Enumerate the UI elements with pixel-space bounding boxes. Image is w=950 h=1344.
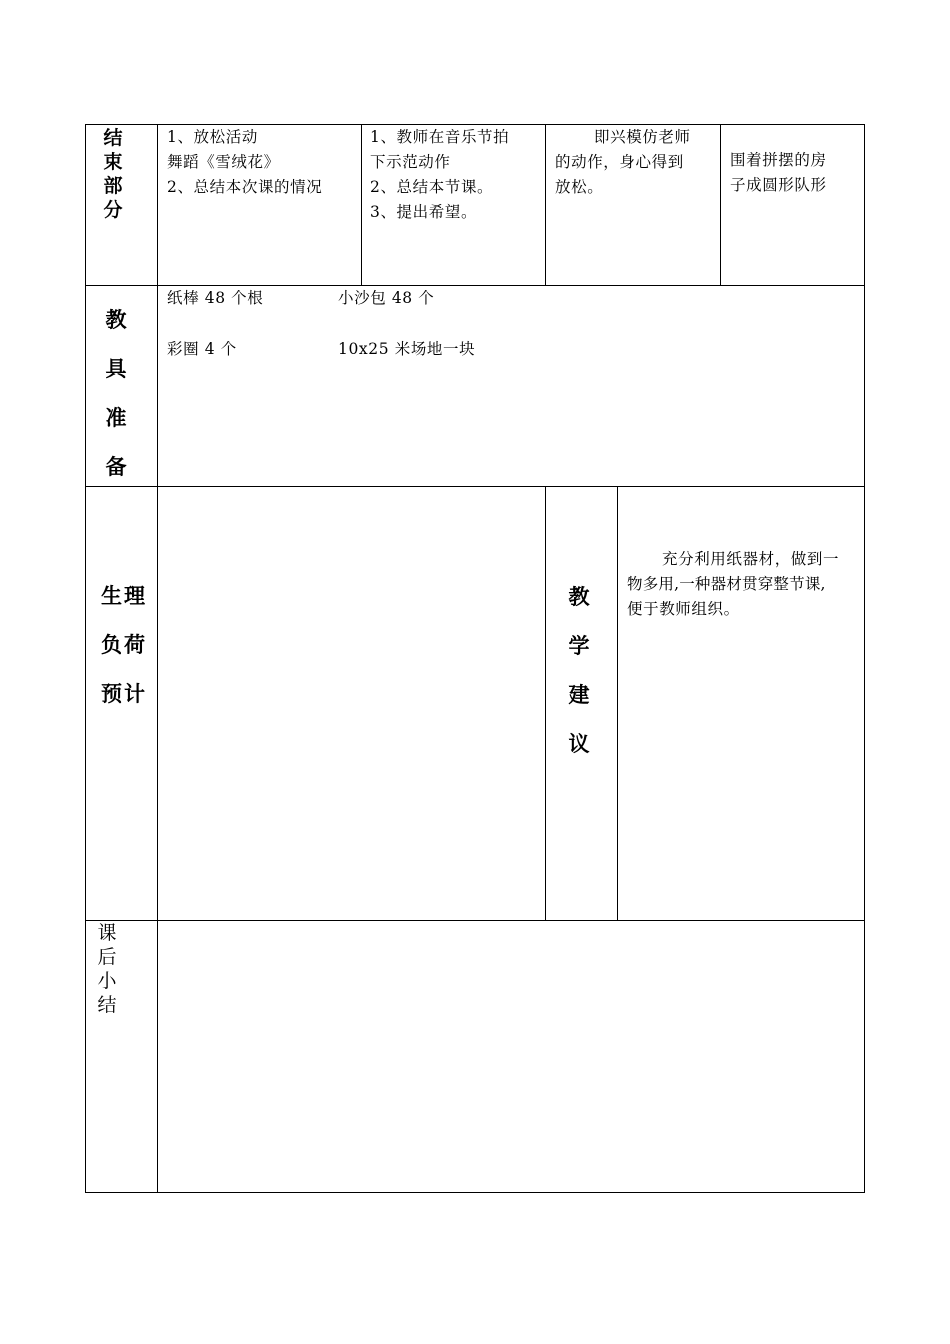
row1-divider-a xyxy=(361,124,362,286)
closing-content-line: 2、总结本次课的情况 xyxy=(167,178,323,196)
post-class-summary-header: 课 后 小 结 xyxy=(97,922,117,1016)
row1-divider-b xyxy=(545,124,546,286)
student-activity-line: 的动作，身心得到 xyxy=(555,153,684,171)
equipment-item-sandbags: 小沙包 48 个 xyxy=(338,289,435,307)
teacher-activity-line: 2、总结本节课。 xyxy=(370,178,494,196)
formation-line: 围着拼摆的房 xyxy=(730,151,827,169)
row-divider-2 xyxy=(85,486,865,487)
student-activity-line: 放松。 xyxy=(555,178,604,196)
equipment-item-hoops: 彩圈 4 个 xyxy=(167,340,237,358)
equipment-item-field: 10x25 米场地一块 xyxy=(338,340,476,358)
closing-content-line: 1、放松活动 xyxy=(167,128,258,146)
table-right-border xyxy=(864,124,865,1193)
suggestion-line: 充分利用纸器材，做到一 xyxy=(662,550,840,568)
row1-divider-c xyxy=(720,124,721,286)
table-left-border xyxy=(85,124,86,1193)
row3-divider-a xyxy=(545,486,546,921)
student-activity-line: 即兴模仿老师 xyxy=(594,128,691,146)
teacher-activity-line: 1、教师在音乐节拍 xyxy=(370,128,510,146)
teacher-activity-line: 下示范动作 xyxy=(370,153,451,171)
load-estimate-header: 生理 负荷 预计 xyxy=(101,584,147,706)
suggestion-line: 物多用,一种器材贯穿整节课, xyxy=(627,575,826,593)
header-column-divider xyxy=(157,124,158,1193)
teaching-suggestion-header: 教 学 建 议 xyxy=(568,585,590,756)
suggestion-line: 便于教师组织。 xyxy=(627,600,740,618)
equipment-section-header: 教 具 准 备 xyxy=(105,308,127,479)
table-bottom-border xyxy=(85,1192,865,1193)
equipment-item-paper-sticks: 纸棒 48 个根 xyxy=(167,289,264,307)
closing-section-header: 结 束 部 分 xyxy=(103,127,123,221)
closing-content-line: 舞蹈《雪绒花》 xyxy=(167,153,280,171)
row-divider-3 xyxy=(85,920,865,921)
teacher-activity-line: 3、提出希望。 xyxy=(370,203,478,221)
formation-line: 子成圆形队形 xyxy=(730,176,827,194)
row3-divider-b xyxy=(617,486,618,921)
